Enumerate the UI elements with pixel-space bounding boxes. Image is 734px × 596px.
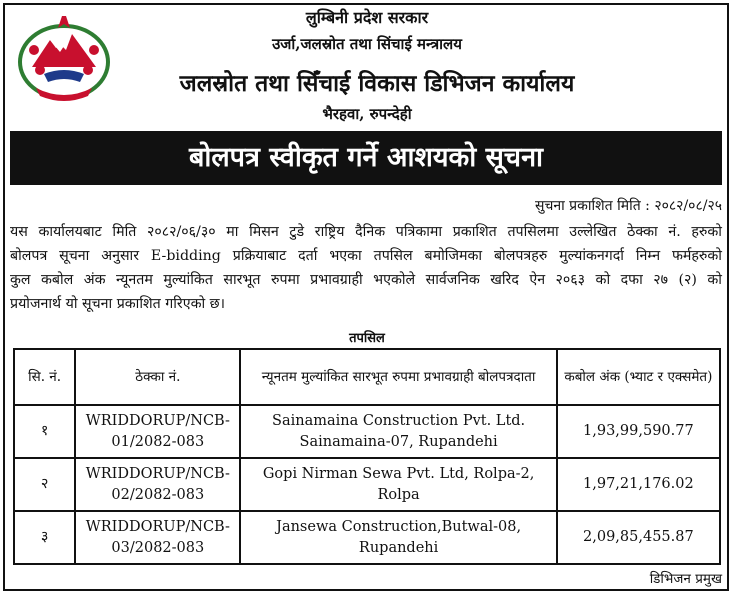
table-row bbox=[14, 511, 720, 564]
body-line: बोलपत्र सूचना अनुसार E-bidding प्रक्रियाबाट दर्ता भएका तपसिल बमोजिमका बोलपत्रहरु मुल्यांकनगर्दा निम्न फर्महरुको bbox=[10, 248, 722, 264]
notice-title-banner: बोलपत्र स्वीकृत गर्ने आशयको सूचना bbox=[10, 131, 722, 185]
office-location: भैरहवा, रुपन्देही bbox=[322, 105, 412, 123]
ministry-name: उर्जा,जलस्रोत तथा सिंचाई मन्त्रालय bbox=[272, 35, 462, 53]
signatory: डिभिजन प्रमुख bbox=[649, 571, 722, 587]
cell-bidder: Gopi Nirman Sewa Pvt. Ltd, Rolpa-2, Rolpa bbox=[240, 458, 556, 511]
body-line: कुल कबोल अंक न्यूनतम मुल्यांकित सारभूत रुपमा प्रभावग्राही भएकोले सार्वजनिक खरिद ऐन २०६३ को दफा २७ (२) को bbox=[10, 272, 722, 288]
col-header-bidder: न्यूनतम मुल्यांकित सारभूत रुपमा प्रभावग्राही बोलपत्रदाता bbox=[240, 349, 556, 405]
table-header-row bbox=[14, 349, 720, 405]
contracts-table bbox=[13, 348, 721, 565]
col-header-amount: कबोल अंक (भ्याट र एक्समेत) bbox=[557, 349, 720, 405]
cell-bidder: Sainamaina Construction Pvt. Ltd. Sainamaina-07, Rupandehi bbox=[240, 405, 556, 458]
cell-sn: १ bbox=[14, 405, 75, 458]
table-row bbox=[14, 405, 720, 458]
table-title: तपसिल bbox=[349, 331, 385, 346]
cell-bidder: Jansewa Construction,Butwal-08, Rupandehi bbox=[240, 511, 556, 564]
notice-body bbox=[10, 220, 722, 316]
col-header-sn: सि. नं. bbox=[14, 349, 75, 405]
cell-sn: ३ bbox=[14, 511, 75, 564]
col-header-contract: ठेक्का नं. bbox=[75, 349, 240, 405]
body-line: प्रयोजनार्थ यो सूचना प्रकाशित गरिएको छ। bbox=[10, 296, 225, 312]
cell-contract: WRIDDORUP/NCB-02/2082-083 bbox=[75, 458, 240, 511]
table-row bbox=[14, 458, 720, 511]
government-name: लुम्बिनी प्रदेश सरकार bbox=[305, 8, 429, 27]
office-name: जलस्रोत तथा सिँचाई विकास डिभिजन कार्यालय bbox=[179, 70, 575, 97]
cell-amount: 1,93,99,590.77 bbox=[557, 405, 720, 458]
cell-contract: WRIDDORUP/NCB-03/2082-083 bbox=[75, 511, 240, 564]
cell-sn: २ bbox=[14, 458, 75, 511]
cell-amount: 2,09,85,455.87 bbox=[557, 511, 720, 564]
body-line: यस कार्यालयबाट मिति २०८२/०६/३० मा मिसन टुडे राष्ट्रिय दैनिक पत्रिकामा प्रकाशित तपसिलमा उल्लेखित ठेक्का नं. हरुको bbox=[10, 224, 722, 240]
published-date: सुचना प्रकाशित मिति : २०८२/०८/२५ bbox=[534, 198, 722, 214]
cell-amount: 1,97,21,176.02 bbox=[557, 458, 720, 511]
cell-contract: WRIDDORUP/NCB-01/2082-083 bbox=[75, 405, 240, 458]
